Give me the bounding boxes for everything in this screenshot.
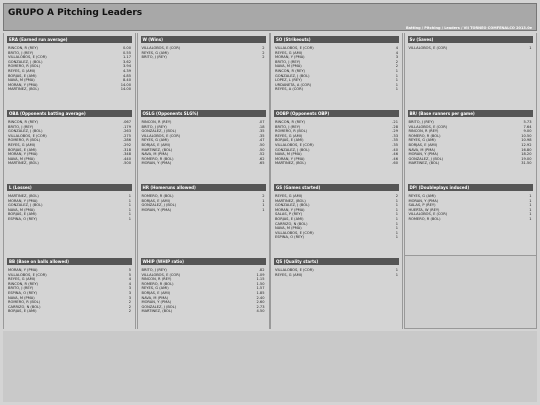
player-name[interactable]: REYES, G (AMI) (275, 194, 303, 198)
stat-value: 1 (395, 272, 398, 277)
stat-value: 0.55 (122, 50, 131, 55)
page-title: GRUPO A Pitching Leaders (8, 8, 143, 18)
player-name[interactable]: RINCON, R (REY) (8, 46, 38, 50)
stat-value: 1 (529, 203, 532, 208)
player-name[interactable]: BORJAS, E (AMI) (408, 142, 438, 147)
panel-title: GS (Games started) (274, 184, 399, 191)
panel-title: BB (Base on balls allowed) (7, 258, 132, 265)
leader-panel (404, 107, 537, 181)
empty-panel (404, 255, 537, 329)
player-name[interactable]: BORJAS, E (AMI) (141, 198, 171, 203)
stat-value: .18 (258, 124, 265, 129)
player-name[interactable]: VILLALOBOS, E (COR) (275, 268, 314, 272)
player-name[interactable]: MARTINEZ, (BOL) (8, 161, 39, 166)
player-name[interactable]: MORAN, Y (PMA) (408, 152, 439, 157)
player-name[interactable]: MARTINEZ, (BOL) (408, 161, 440, 166)
leader-panel (3, 255, 136, 329)
leader-row (142, 208, 265, 213)
panel-title: W (Wins) (141, 36, 266, 43)
player-name[interactable]: VILLALOBOS, E (COR) (275, 230, 314, 235)
player-name[interactable]: NAVA, M (PMA) (141, 152, 169, 157)
stat-value: 4 (128, 281, 131, 286)
leader-panel (270, 255, 403, 329)
player-name[interactable]: REYES, G (AMI) (408, 138, 436, 143)
stat-value: .21 (392, 120, 398, 124)
stat-value: 1 (395, 221, 398, 226)
stat-value: 5 (128, 272, 131, 277)
player-name[interactable]: VILLALOBOS, E (COR) (141, 133, 181, 138)
player-name[interactable]: VILLALOBOS, E (COR) (141, 46, 181, 50)
stat-value: 1.57 (256, 286, 265, 291)
stat-value: .440 (122, 156, 131, 161)
player-name[interactable]: MARTINEZ, (BOL) (141, 309, 173, 314)
player-name[interactable]: RINCON, R (REY) (8, 281, 38, 286)
player-name[interactable]: MORAN, Y (PMA) (141, 207, 172, 212)
panel-title: OOBP (Opponents OBP) (274, 110, 399, 117)
panel-title: SO (Strikeouts) (274, 36, 399, 43)
player-name[interactable]: REYES, G (AMI) (141, 286, 169, 291)
stat-value: 9.00 (523, 129, 532, 134)
stat-value: 1 (395, 68, 398, 73)
stat-value: 1 (395, 87, 398, 92)
page-footer-area (3, 331, 537, 402)
stat-value: .067 (122, 120, 131, 124)
player-name[interactable]: NAVA, M (PMA) (8, 156, 35, 161)
player-name[interactable]: NAVA, M (PMA) (8, 78, 35, 83)
player-name[interactable]: BORJAS, E (AMI) (141, 290, 171, 295)
stat-value: .50 (258, 147, 265, 152)
player-name[interactable]: BRITO, J (REY) (408, 120, 434, 124)
stat-value: 2 (128, 309, 131, 314)
player-name[interactable]: ROMERO, R (BOL) (141, 194, 174, 198)
stat-value: 1 (529, 212, 532, 217)
stat-value: 12.92 (521, 142, 532, 147)
stat-value: 1 (395, 235, 398, 240)
player-name[interactable]: BRITO, J (REY) (141, 124, 167, 129)
stat-value: 2 (128, 300, 131, 305)
stat-value: 14.00 (120, 82, 131, 87)
player-name[interactable]: MORAN, Y (PMA) (141, 161, 172, 166)
player-name[interactable]: MARTINEZ, (BOL) (275, 198, 306, 203)
player-name[interactable]: MORAN, Y (PMA) (141, 300, 172, 305)
leader-row (275, 87, 398, 92)
leaders-row (3, 255, 537, 329)
stat-value: 2 (128, 304, 131, 309)
leader-panel (137, 107, 270, 181)
player-name[interactable]: RINCON, R (REY) (141, 277, 172, 282)
stat-value: 1 (529, 198, 532, 203)
player-name[interactable]: ESPINA, O (REY) (8, 216, 37, 221)
player-name[interactable]: ROMERO, R (BOL) (8, 138, 40, 143)
stat-value: 1 (262, 198, 265, 203)
player-name[interactable]: MORAN, Y (PMA) (275, 207, 305, 212)
stat-value: 0.00 (122, 46, 131, 50)
stat-value: 1 (395, 207, 398, 212)
panel-title: Sv (Saves) (408, 36, 533, 43)
stat-value: 2 (395, 59, 398, 64)
player-name[interactable]: BORJAS, E (AMI) (8, 73, 37, 78)
stat-value: .46 (392, 156, 398, 161)
stat-value: 1 (262, 207, 265, 212)
leaders-row (3, 107, 537, 181)
stat-value: 10.50 (521, 133, 532, 138)
player-name[interactable]: BORJAS, E (AMI) (141, 142, 171, 147)
player-name[interactable]: NAVA, M (PMA) (275, 152, 302, 157)
leader-panel (137, 181, 270, 255)
stat-value: 5.73 (523, 120, 532, 124)
player-name[interactable]: MARTINEZ, (BOL) (8, 194, 39, 198)
player-name[interactable]: MARTINEZ, (BOL) (8, 87, 39, 92)
stat-value: 1 (128, 212, 131, 217)
player-name[interactable]: BRITO, J (REY) (8, 50, 34, 55)
stat-value: 1 (395, 198, 398, 203)
player-name[interactable]: REYES, G (AMI) (141, 138, 169, 143)
player-name[interactable]: NAVA, M (PMA) (275, 64, 302, 69)
leader-row (409, 161, 532, 166)
stat-value: .500 (122, 161, 131, 166)
player-name[interactable]: ROMERO, R (BOL) (8, 300, 40, 305)
stat-value: .52 (258, 152, 265, 157)
player-name[interactable]: ROMERO, R (BOL) (8, 64, 40, 69)
stat-value: 2.73 (256, 304, 265, 309)
stat-value: 3 (395, 55, 398, 60)
player-name[interactable]: BRITO, J (REY) (275, 124, 301, 129)
player-name[interactable]: GONZALEZ, J (BOL) (141, 129, 176, 134)
panel-title: DP/ (Doubleplays induced) (408, 184, 533, 191)
player-name[interactable]: ROMERO, R (BOL) (408, 216, 441, 221)
player-name[interactable]: CARRIZO, N (BOL) (8, 304, 41, 309)
stat-value: 4 (395, 50, 398, 55)
leader-panel (270, 107, 403, 181)
player-name[interactable]: REYES, A (COR) (275, 87, 304, 92)
stat-value: 3 (128, 290, 131, 295)
player-name[interactable]: ROMERO, R (BOL) (275, 129, 307, 134)
player-name[interactable]: REYES, G (AMI) (275, 133, 303, 138)
leader-row (8, 309, 131, 314)
player-name[interactable]: MORAN, Y (PMA) (8, 152, 38, 157)
stat-value: 4 (128, 277, 131, 282)
player-name[interactable]: BRITO, J (REY) (275, 59, 301, 64)
stat-value: .348 (122, 152, 131, 157)
stat-value: .33 (392, 133, 398, 138)
leader-row (142, 161, 265, 166)
stat-value: .62 (258, 156, 265, 161)
stat-value: 4.39 (122, 68, 131, 73)
stat-value: 1 (128, 198, 131, 203)
player-name[interactable]: VILLALOBOS, E (COR) (8, 55, 47, 60)
stat-value: 18.20 (521, 152, 532, 157)
stat-value: 1 (529, 46, 532, 50)
leader-row (409, 46, 532, 51)
player-name[interactable]: VILLALOBOS, E (COR) (8, 133, 47, 138)
stat-value: 10.98 (521, 138, 532, 143)
stat-value: 1 (395, 82, 398, 87)
stat-value: 1 (529, 216, 532, 221)
panel-title: BR/ (Base runners per game) (408, 110, 533, 117)
stat-value: 2.40 (256, 295, 265, 300)
player-name[interactable]: MORAN, Y (PMA) (8, 82, 38, 87)
player-name[interactable]: ROMERO, R (BOL) (141, 156, 174, 161)
stat-value: .286 (122, 138, 131, 143)
player-name[interactable]: NAVA, M (PMA) (8, 207, 35, 212)
stat-value: 3.62 (122, 59, 131, 64)
stat-value: 7.64 (523, 124, 532, 129)
panel-title: L (Losses) (7, 184, 132, 191)
stat-value: .47 (258, 138, 265, 143)
stat-value: 2 (395, 64, 398, 69)
stat-value: 3 (128, 286, 131, 291)
stat-value: 1.17 (122, 55, 131, 60)
leader-panel (270, 33, 403, 107)
player-name[interactable]: GONZALEZ, J (BOL) (141, 203, 176, 208)
stat-value: 1 (395, 226, 398, 231)
breadcrumb[interactable]: Batting / Pitching / Leaders / VII TORNEO COMFENALCO 2013.0e (406, 26, 532, 30)
stat-value: 1.50 (256, 281, 265, 286)
leader-panel (404, 181, 537, 255)
stat-value: 4.85 (122, 73, 131, 78)
stat-value: .35 (258, 133, 265, 138)
player-name[interactable]: SALAS, P (REY) (275, 212, 302, 217)
player-name[interactable]: BRITO, J (REY) (141, 268, 167, 272)
leaders-grid (3, 33, 537, 329)
player-name[interactable]: BRITO, J (REY) (141, 55, 167, 60)
stat-value: 1 (395, 216, 398, 221)
leader-panel (137, 255, 270, 329)
stat-value: .82 (258, 268, 265, 272)
stat-value: .46 (392, 152, 398, 157)
stat-value: 14.00 (120, 87, 131, 92)
player-name[interactable]: BORJAS, E (AMI) (8, 309, 37, 314)
player-name[interactable]: VILLALOBOS, E (COR) (408, 46, 448, 50)
stat-value: 2 (262, 194, 265, 198)
stat-value: 8.40 (122, 78, 131, 83)
player-name[interactable]: VILLALOBOS, E (COR) (275, 142, 314, 147)
leader-row (275, 161, 398, 166)
panel-title: OSLG (Opponents SLG%) (141, 110, 266, 117)
player-name[interactable]: REYES, G (AMI) (8, 68, 36, 73)
player-name[interactable]: RINCON, R (REY) (275, 68, 305, 73)
leaders-row (3, 181, 537, 255)
stat-value: 1 (128, 203, 131, 208)
player-name[interactable]: GONZALEZ, J (BOL) (275, 147, 310, 152)
player-name[interactable]: GONZALEZ, J (BOL) (141, 304, 176, 309)
player-name[interactable]: MORAN, Y (PMA) (275, 55, 305, 60)
player-name[interactable]: VILLALOBOS, E (COR) (8, 272, 47, 277)
stat-value: .40 (392, 147, 398, 152)
player-name[interactable]: BRITO, J (REY) (8, 286, 34, 291)
player-name[interactable]: REYES, G (AMI) (8, 142, 36, 147)
player-name[interactable]: GONZALEZ, J (BOL) (275, 73, 310, 78)
stat-value: .179 (122, 124, 131, 129)
stat-value: 31.50 (521, 161, 532, 166)
player-name[interactable]: CARRIZO, N (BOL) (275, 221, 308, 226)
stat-value: 1 (529, 207, 532, 212)
stat-value: 4 (395, 46, 398, 50)
stat-value: 3 (128, 295, 131, 300)
stat-value: .35 (258, 129, 265, 134)
leader-panel (3, 181, 136, 255)
player-name[interactable]: REYES, G (AMI) (408, 194, 436, 198)
panel-title: ERA (Earned run average) (7, 36, 132, 43)
player-name[interactable]: BORJAS, E (AMI) (8, 147, 37, 152)
stat-value: 1 (395, 73, 398, 78)
player-name[interactable]: MORAN, Y (PMA) (275, 156, 305, 161)
player-name[interactable]: ESPINA, O (REY) (275, 235, 304, 240)
leader-row (8, 87, 131, 92)
leader-panel (3, 33, 136, 107)
leader-panel (137, 33, 270, 107)
stat-value: 1 (395, 268, 398, 272)
stat-value: .65 (258, 161, 265, 166)
player-name[interactable]: MORAN, Y (PMA) (408, 198, 439, 203)
stat-value: .275 (122, 133, 131, 138)
player-name[interactable]: NAVA, M (PMA) (8, 295, 35, 300)
player-name[interactable]: BORJAS, E (AMI) (8, 212, 37, 217)
stat-value: 2 (262, 46, 265, 50)
player-name[interactable]: GONZALEZ, J (BOL) (8, 59, 43, 64)
player-name[interactable]: ESPINA, O (REY) (8, 290, 37, 295)
stat-value: 1 (395, 212, 398, 217)
player-name[interactable]: RINCON, R (REY) (141, 120, 172, 124)
stat-value: .60 (392, 161, 398, 166)
player-name[interactable]: BORJAS, E (AMI) (275, 138, 304, 143)
leader-panel (270, 181, 403, 255)
player-name[interactable]: RINCON, R (REY) (408, 129, 439, 134)
stat-value: 1 (529, 194, 532, 198)
stat-value: .07 (258, 120, 265, 124)
player-name[interactable]: GONZALEZ, J (BOL) (408, 156, 443, 161)
stat-value: .35 (392, 142, 398, 147)
stat-value: 2 (395, 194, 398, 198)
leader-row (142, 309, 265, 314)
player-name[interactable]: REYES, G (AMI) (275, 50, 303, 55)
stat-value: 1 (262, 203, 265, 208)
player-name[interactable]: URDANETA, A (COR) (275, 82, 312, 87)
player-name[interactable]: GONZALEZ, J (BOL) (8, 129, 43, 134)
stat-value: .50 (258, 142, 265, 147)
player-name[interactable]: BORJAS, E (AMI) (275, 216, 304, 221)
player-name[interactable]: REYES, G (AMI) (275, 272, 303, 277)
player-name[interactable]: HUERTA, W (REY) (408, 207, 440, 212)
player-name[interactable]: VILLALOBOS, E (COR) (408, 124, 448, 129)
stat-value: 2 (262, 55, 265, 60)
player-name[interactable]: NAVA, M (PMA) (408, 147, 436, 152)
player-name[interactable]: BRITO, J (REY) (8, 124, 34, 129)
stat-value: .35 (392, 138, 398, 143)
leader-panel (404, 33, 537, 107)
leader-row (8, 161, 131, 166)
player-name[interactable]: GONZALEZ, J (BOL) (8, 203, 43, 208)
player-name[interactable]: REYES, G (AMI) (141, 50, 169, 55)
panel-title: QS (Quality starts) (274, 258, 399, 265)
player-name[interactable]: VILLALOBOS, E (COR) (408, 212, 448, 217)
stat-value: 4.50 (256, 309, 265, 314)
stat-value: 1 (395, 230, 398, 235)
stat-value: 1 (128, 216, 131, 221)
stat-value: .29 (392, 129, 398, 134)
panel-title: OBA (Opponents batting average) (7, 110, 132, 117)
leader-row (8, 217, 131, 222)
player-name[interactable]: RINCON, R (REY) (275, 120, 305, 124)
stat-value: 2 (262, 50, 265, 55)
stat-value: 19.00 (521, 156, 532, 161)
stat-value: .292 (122, 142, 131, 147)
stat-value: 1.09 (256, 272, 265, 277)
player-name[interactable]: REYES, G (AMI) (8, 277, 36, 282)
player-name[interactable]: NAVA, M (PMA) (141, 295, 169, 300)
player-name[interactable]: NAVA, M (PMA) (275, 226, 302, 231)
stat-value: 1 (395, 203, 398, 208)
player-name[interactable]: LOPEZ, L (REY) (275, 78, 302, 83)
stat-value: .318 (122, 147, 131, 152)
stat-value: .263 (122, 129, 131, 134)
stat-value: 1 (395, 78, 398, 83)
player-name[interactable]: MARTINEZ, (BOL) (275, 161, 306, 166)
stat-value: 1 (128, 194, 131, 198)
player-name[interactable]: SALAS, P (REY) (408, 203, 436, 208)
leader-row (409, 217, 532, 222)
leader-row (275, 235, 398, 240)
player-name[interactable]: RINCON, R (REY) (8, 120, 38, 124)
player-name[interactable]: MORAN, Y (PMA) (8, 198, 38, 203)
player-name[interactable]: VILLALOBOS, E (COR) (275, 46, 314, 50)
leader-panel (3, 107, 136, 181)
stat-value: 1 (128, 207, 131, 212)
leader-row (142, 55, 265, 60)
stat-value: .28 (392, 124, 398, 129)
player-name[interactable]: VILLALOBOS, E (COR) (141, 272, 181, 277)
panel-title: HR (Homeruns allowed) (141, 184, 266, 191)
leader-row (275, 273, 398, 278)
stat-value: 1.15 (256, 277, 265, 282)
stat-value: 1.85 (256, 290, 265, 295)
stat-value: 16.80 (521, 147, 532, 152)
panel-title: WHIP (WHIP ratio) (141, 258, 266, 265)
player-name[interactable]: ROMERO, R (BOL) (408, 133, 441, 138)
player-name[interactable]: MORAN, Y (PMA) (8, 268, 38, 272)
stat-value: 3.94 (122, 64, 131, 69)
page-header (3, 3, 537, 31)
player-name[interactable]: GONZALEZ, J (BOL) (275, 203, 310, 208)
player-name[interactable]: MARTINEZ, (BOL) (141, 147, 173, 152)
stat-value: 2.60 (256, 300, 265, 305)
player-name[interactable]: ROMERO, R (BOL) (141, 281, 174, 286)
stat-value: 5 (128, 268, 131, 272)
leaders-row (3, 33, 537, 107)
